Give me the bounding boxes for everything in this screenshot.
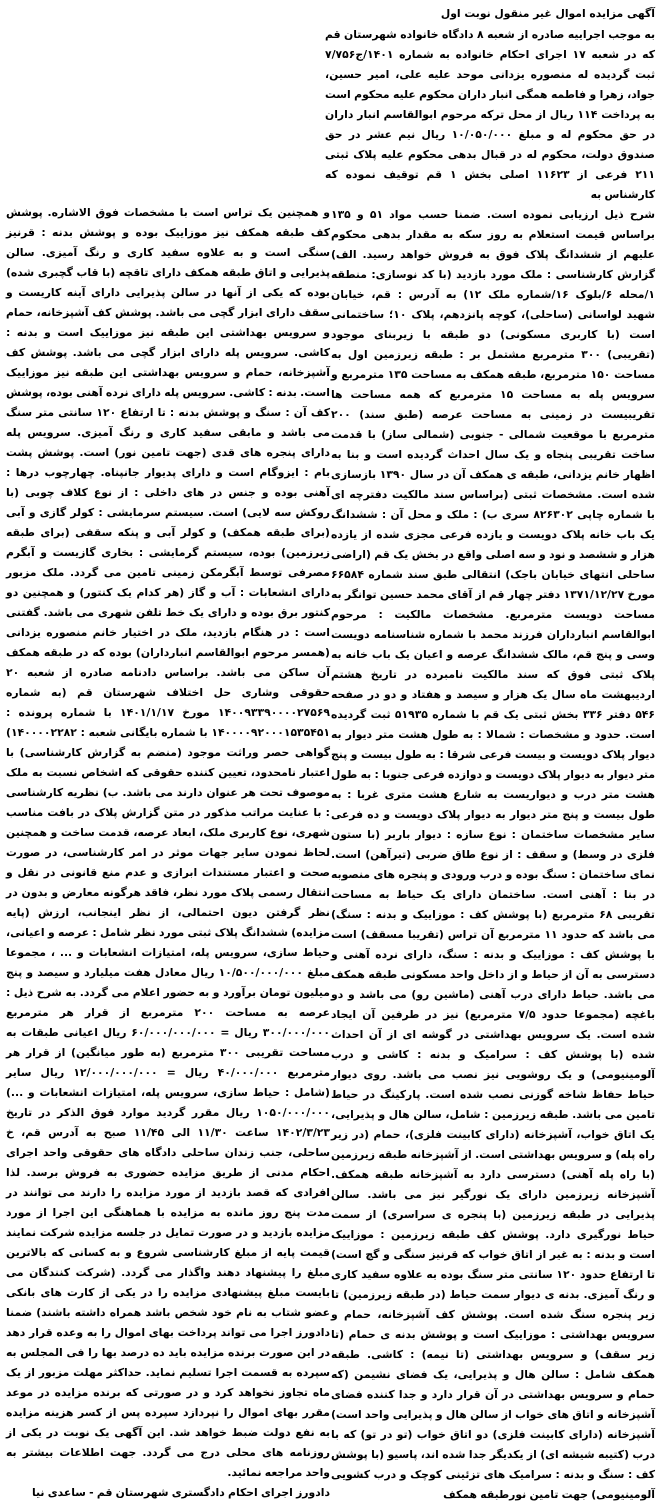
notice-column-right bbox=[331, 205, 656, 1501]
notice-signature: دادورز اجرای احکام دادگستری شهرستان قم - ساعدی نیا bbox=[31, 1486, 330, 1499]
notice-intro-paragraph: به موجب اجراییه صادره از شعبه ۸ دادگاه خانواده شهرستان قم که در شعبه ۱۷ اجرای احکام خانواده به شماره ۱۴۰۱/ج۷/۷۵۶ ثبت گردیده له منصوره یزدانی موحد علیه علی، امیر حسین، جواد، زهرا و فاطمه همگی انبار داران محکوم علیه محکوم است به پرداخت ۱۱۴ ریال از محل ترکه مرحوم ابوالقاسم انبار داران در حق محکوم له و مبلغ ۱۰/۰۵۰/۰۰۰ ریال نیم عشر در حق صندوق دولت، محکوم له در قبال بدهی محکوم علیه پلاک ثبتی ۲۱۱ فرعی از ۱۱۶۲۳ اصلی بخش ۱ قم توقیف نموده که کارشناس به bbox=[325, 28, 656, 201]
notice-body-right: شرح ذیل ارزیابی نموده است. ضمنا حسب مواد ۵۱ و ۱۳۵ براساس قیمت استعلام به روز سکه به مقدار بدهی محکوم علیهم از ششدانگ پلاک فوق به فروش خواهد رسید. الف) گزارش کارشناسی : ملک مورد بازدید (با کد نوسازی: منطقه ۱/محله ۶/بلوک ۱۶/شماره ملک ۱۲) به آدرس : قم، خیابان شهید لواسانی (ساحلی)، کوچه پانزدهم، پلاک ۱۰؛ ساختمانی است (با کاربری مسکونی) دو طبقه با زیربنای موجود (تقریبی) ۳۰۰ مترمربع مشتمل بر : طبقه زیرزمین اول به مساحت ۱۵۰ مترمربع، طبقه همکف به مساحت ۱۳۵ مترمربع و سرویس پله به مساحت ۱۵ مترمربع که همه مساحت ها تقریبیست در زمینی به مساحت عرصه (طبق سند) ۲۰۰ مترمربع با موقعیت شمالی - جنوبی (شمالی ساز) با قدمت ساخت تقریبی پنجاه و یک سال احداث گردیده است و بنا به اظهار خانم یزدانی، طبقه ی همکف آن در سال ۱۳۹۰ بازسازی شده است. مشخصات ثبتی (براساس سند مالکیت دفترچه ای با شماره چاپی ۸۲۶۳۰۲ سری ب) : ملک و محل آن : ششدانگ یک باب خانه پلاک دویست و یازده فرعی مجزی شده از یازده هزار و ششصد و نود و سه اصلی واقع در بخش یک قم (اراضی ساحلی انتهای خیابان باجک) انتقالی طبق سند شماره ۶۶۵۸۴ مورخ ۱۳۷۱/۱۲/۲۷ دفتر چهار قم از آقای محمد حسین توانگر به مساحت دویست مترمربع. مشخصات مالکیت : مرحوم ابوالقاسم انبارداران فرزند محمد با شماره شناسنامه دویست وسی و پنج قم، مالک ششدانگ عرصه و اعیان یک باب خانه به پلاک ثبتی فوق که سند مالکیت نامبرده در تاریخ هشتم اردیبهشت ماه سال یک هزار و سیصد و هفتاد و دو در صفحه ۵۴۶ دفتر ۳۳۶ بخش ثبتی یک قم با شماره ۵۱۹۳۵ ثبت گردیده است. حدود و مشخصات : شمالا : به طول هشت متر دیوار به دیوار پلاک دویست و بیست فرعی شرقا : به طول بیست و پنج متر دیوار به دیوار پلاک دویست و دوازده فرعی جنوبا : به طول هشت متر درب و دیواریست به شارع هشت متری غربا : به طول بیست و پنج متر دیوار به دیوار پلاک دویست و ده فرعی سایر مشخصات ساختمان : نوع سازه : دیوار باربر (با ستون فلزی در وسط) و سقف : از نوع طاق ضربی (تیرآهن) است. نمای ساختمان : سنگ بوده و درب ورودی و پنجره های منصوبه در بنا : آهنی است. ساختمان دارای یک حیاط به مساحت تقریبی ۶۸ مترمربع (با پوشش کف : موزاییک و بدنه : سنگ) می باشد که حدود ۱۱ مترمربع آن تراس (تقریبا مسقف) است با پوشش کف : موزاییک و بدنه : سنگ، دارای نرده آهنی و دسترسی به آن از حیاط و از داخل واحد مسکونی طبقه همکف می باشد. حیاط دارای درب آهنی (ماشین رو) می باشد و دو باغچه (مجموعا حدود ۷/۵ مترمربع) نیز در طرفین آن ایجاد شده است. یک سرویس بهداشتی در گوشه ای از آن احداث شده (با پوشش کف : سرامیک و بدنه : کاشی و درب آلومینیومی) و یک روشویی نیز نصب می باشد. روی دیوار حیاط حفاظ شاخه گوزنی نصب شده است. پارکینگ در حیاط تامین می باشد. طبقه زیرزمین : شامل، سالن هال و پذیرایی، یک اتاق خواب، آشپزخانه (دارای کابینت فلزی)، حمام (در زیر راه پله) و سرویس بهداشتی است. از آشپزخانه طبقه زیرزمین (با راه پله آهنی) دسترسی دارد به آشپزخانه طبقه همکف. آشپزخانه زیرزمین دارای یک نورگیر نیز می باشد. سالن پذیرایی در طبقه زیرزمین (با پنجره ی سراسری) از سمت حیاط نورگیری دارد. پوشش کف طبقه زیرزمین : موزاییک است و بدنه : به غیر از اتاق خواب که قرنیز سنگی و گچ است) تا ارتفاع حدود ۱۲۰ سانتی متر سنگ بوده به علاوه سفید کاری و رنگ آمیزی. بدنه ی دیوار سمت حیاط (در طبقه زیرزمین) تا زیر پنجره سنگ شده است. پوشش کف آشپزخانه، حمام و سرویس بهداشتی : موزاییک است و پوشش بدنه ی حمام (تا زیر سقف) و سرویس بهداشتی (تا نیمه) : کاشی. طبقه همکف شامل : سالن هال و پذیرایی، یک فضای نشیمن (که حمام و سرویس بهداشتی در آن قرار دارد و جدا کننده فضای آشپزخانه و اتاق های خواب از سالن هال و پذیرایی واحد است) آشپزخانه (دارای کابینت فلزی) دو اتاق خواب (تو در تو) که با درب (کتیبه شیشه ای) از یکدیگر جدا شده اند، پاسیو (با پوشش کف : سنگ و بدنه : سرامیک های تزئینی کوچک و درب کشویی آلومینیومی) جهت تامین نورطبقه همکف bbox=[331, 208, 656, 1501]
notice-title: آگهی مزایده اموال غیر منقول نوبت اول bbox=[440, 7, 655, 20]
notice-column-left bbox=[6, 203, 331, 1499]
notice-body-left: و همچنین یک تراس است با مشخصات فوق الاشاره. پوشش کف طبقه همکف نیز موزاییک بوده و پوشش بدنه : قرنیز سنگی است و به علاوه سفید کاری و رنگ آمیزی. سالن پذیرایی و اتاق طبقه همکف دارای تاقچه (با قاب گچبری شده) بوده که یکی از آنها در سالن پذیرایی دارای آینه کاریست و سقف دارای ابزار گچی می باشد. پوشش کف آشپزخانه، حمام و سرویس بهداشتی این طبقه نیز موزاییک است و بدنه : کاشی. سرویس پله دارای ابزار گچی می باشد. پوشش کف آشپزخانه، حمام و سرویس بهداشتی این طبقه نیز موزاییک است. بدنه : کاشی. سرویس پله دارای نرده آهنی بوده، پوشش کف آن : سنگ و پوشش بدنه : تا ارتفاع ۱۲۰ سانتی متر سنگ می باشد و مابقی سفید کاری و رنگ آمیزی. سرویس پله دارای پنجره های قدی (جهت تامین نور) است. پوشش پشت بام : ایزوگام است و دارای پدیوار جانپناه. چهارچوب درها : آهنی بوده و جنس در های داخلی : از نوع کلاف چوبی (با روکش سه لایی) است. سیستم سرمایشی : کولر گازی و آبی (برای طبقه همکف) و کولر آبی و پنکه سقفی (برای طبقه زیرزمین) بوده، سیستم گرمایشی : بخاری گازیست و آبگرم مصرفی توسط آبگرمکن زمینی تامین می گردد. ملک مزبور دارای انشعابات : آب و گاز (هر کدام یک کنتور) و همچنین دو کنتور برق بوده و دارای یک خط تلفن شهری می باشد. گفتنی است : در هنگام بازدید، ملک در اختیار خانم منصوره یزدانی (همسر مرحوم ابوالقاسم انبارداران) بوده که در طبقه همکف آن ساکن می باشد. براساس دادنامه صادره از شعبه ۲۰ حقوقی وشاری حل اختلاف شهرستان قم (به شماره ۱۴۰۰۹۳۳۹۰۰۰۰۲۷۵۶۹ مورخ ۱۴۰۱/۱/۱۷ با شماره پرونده : ۱۴۰۰۰۰۹۲۰۰۰۱۵۳۵۴۵۱ با شماره بایگانی شعبه : ۱۴۰۰۰۰۲۲۸۲) گواهی حصر وراثت موجود (منضم به گزارش کارشناسی) با اعتبار نامحدود، تعیین کننده حقوقی که اشخاص نسبت به ملک موصوف تحت هر عنوان دارند می باشد. ب) نظریه کارشناسی : با عنایت مراتب مذکور در متن گزارش پلاک در بافت مناسب شهری، نوع کاربری ملک، ابعاد عرصه، قدمت ساخت و همچنین لحاظ نمودن سایر جهات موثر در امر کارشناسی، در صورت صحت و اعتبار مستندات ابرازی و عدم منع قانونی در نقل و انتقال رسمی پلاک مورد نظر، فاقد هرگونه معارض و بدون در نظر گرفتن دیون احتمالی، از نظر اینجانب، ارزش (پایه مزایده) ششدانگ پلاک ثبتی مورد نظر شامل : عرصه و اعیانی، حیاط سازی، سرویس پله، امتیازات انشعابات و ... ، مجموعا مبلغ ۱۰/۵۰۰/۰۰۰/۰۰۰ ریال معادل هفت میلیارد و سیصد و پنج میلیون تومان برآورد و به حضور اعلام می گردد. به شرح ذیل : عرصه به مساحت ۲۰۰ مترمربع از قرار هر مترمربع ۳۰۰/۰۰۰/۰۰۰ ریال = ۶۰/۰۰۰/۰۰۰/۰۰۰ ریال اعیانی طبقات به مساحت تقریبی ۳۰۰ مترمربع (به طور میانگین) از قرار هر مترمربع ۴۰/۰۰۰/۰۰۰ ریال = ۱۲/۰۰۰/۰۰۰/۰۰۰ ریال سایر (شامل : حیاط سازی، سرویس پله، امتیازات انشعابات و ...) ۱۰۵۰/۰۰۰/۰۰۰ ریال مقرر گردید موارد فوق الذکر در تاریخ ۱۴۰۲/۳/۲۳ ساعت ۱۱/۳۰ الی ۱۱/۴۵ صبح به آدرس قم، خ ساحلی، جنب زندان ساحلی دادگاه های حقوقی واحد اجرای احکام مدنی از طریق مزایده حضوری به فروش برسد. لذا افرادی که قصد بازدید از مورد مزایده را دارند می توانند در مدت پنج روز مانده به مزایده با هماهنگی این اجرا از مورد مزایده بازدید و در صورت تمایل در جلسه مزایده شرکت نمایند قیمت پایه از مبلغ کارشناسی شروع و به کسانی که بالاترین مبلغ را پیشنهاد دهند واگذار می گردد. (شرکت کنندگان می بایست مبلغ پیشنهادی مزایده را در یکی از کارت های بانکی عضو شتاب به نام خود شخص باشد همراه داشته باشند) ضمنا دادورز اجرا می تواند پرداخت بهای اموال را به وعده قرار دهد در این صورت برنده مزایده باید ده درصد بها را فی المجلس به سپرده به قسمت اجرا تسلیم نماید. حداکثر مهلت مزبور از یک ماه تجاوز نخواهد کرد و در صورتی که برنده مزایده در موعد مقرر بهای اموال را نپردازد سپرده پس از کسر هزینه مزایده به نفع دولت ضبط خواهد شد. این آگهی یک نوبت در یکی از روزنامه های محلی درج می گردد. جهت اطلاعات بیشتر به واحد مراجعه نمائید. bbox=[6, 206, 331, 1479]
notice-columns bbox=[6, 205, 656, 1501]
notice-top-block bbox=[325, 4, 655, 205]
